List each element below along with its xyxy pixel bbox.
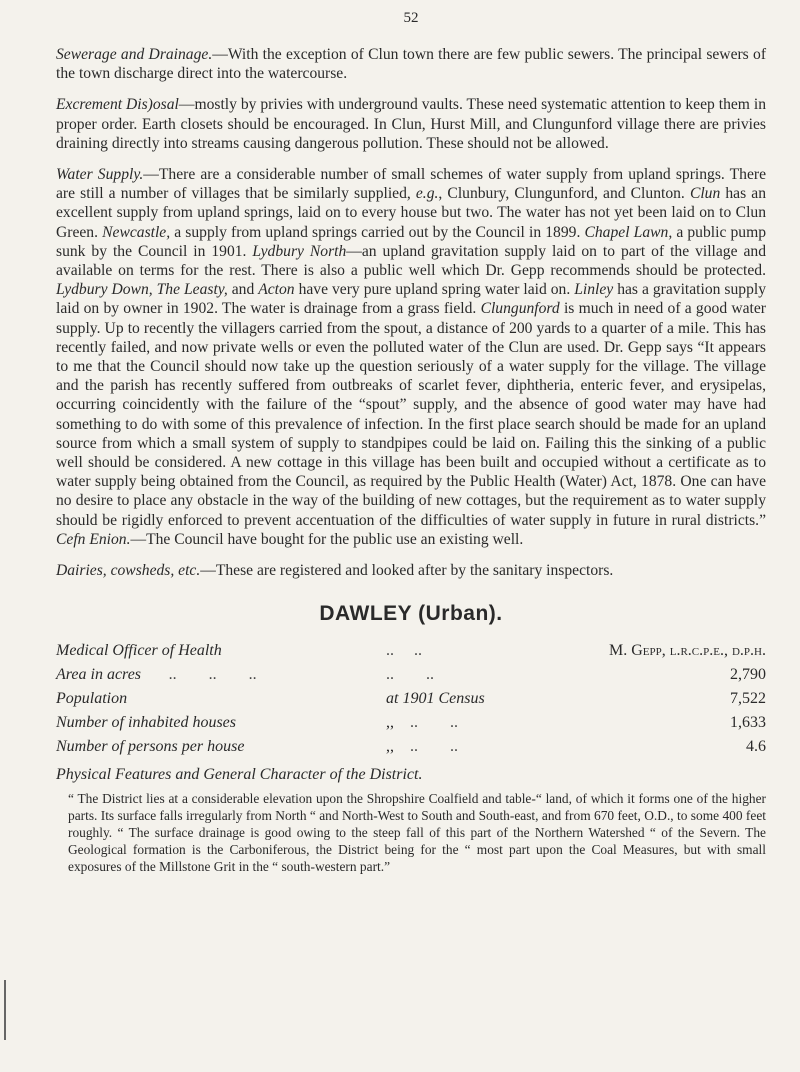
- page-edge-mark: [4, 980, 6, 1040]
- stats-row: [56, 662, 766, 686]
- place-clungunford: Clungunford: [480, 300, 560, 318]
- district-stats-table: [56, 638, 766, 758]
- water-text: have very pure upland spring water laid on.: [294, 281, 575, 299]
- stats-mid: [386, 686, 556, 710]
- place-chapel-lawn: Chapel Lawn,: [584, 223, 673, 241]
- water-text: —an upland gravitation supply laid on to part of the village and available on terms for the rest. There is also a public well which Dr. Gepp recommends should be protected.: [56, 242, 766, 280]
- page: [56, 10, 766, 875]
- water-text: a public pump sunk by the Council in 1901.: [56, 223, 767, 260]
- stats-label: Medical Officer of Health: [56, 642, 222, 660]
- features-quote: “ The District lies at a considerable elevation upon the Shropshire Coalfield and table-“ land, of which it forms one of the higher parts. Its surface falls irregularly from North “ and North-West to South and South-east, and from 670 feet, O.D., to some 400 feet roughly. “ The surface drainage is good owing to the steep fall of this part of the Northern Watershed “ of the Severn. The Geological formation is the Carboniferous, the District being for the “ most part upon the Coal Measures, but with small exposures of the Millstone Grit in the “ south-western part.”: [68, 791, 766, 875]
- water-supply-heading: Water Supply.: [56, 166, 144, 184]
- stats-row: [56, 710, 766, 734]
- sewerage-heading: Sewerage and Drainage.: [56, 46, 213, 63]
- stats-mid: .. ..: [386, 642, 422, 660]
- water-text: has a gravitation supply laid on by owner in 1902. The water is drainage from a grass field.: [56, 281, 766, 318]
- stats-label: Number of persons per house: [56, 738, 245, 756]
- stats-mid: .. ..: [386, 666, 434, 684]
- place-lydbury-down: Lydbury Down, The Leasty,: [56, 281, 228, 299]
- stats-row: [56, 734, 766, 758]
- stats-label: Number of inhabited houses: [56, 714, 236, 732]
- dairies-text: —These are registered and looked after by the sanitary inspectors.: [200, 562, 614, 580]
- water-text: is much in need of a good water supply. Up to recently the villagers carried from the spout, a distance of 200 yards to a quarter of a mile. This has recently failed, and now private wells or even the polluted water of the Clun are used. Dr. Gepp says “It appears to me that the Council should now take up the question seriously of a water supply for the village. The village and the parish has recently suffered from outbreaks of scarlet fever, diphtheria, enteric fever, and erysipelas, occurring coincidently with the failure of the “spout” supply, and the absence of good water may have had something to do with some of this prevalence of infection. In the first place search should be made for an upland source from which a small system of supply to standpipes could be laid on. Failing this the sinking of a public well should be considered. A new cottage in this village has been built and occupied without a certificate as to water supply being obtained from the Council, as required by the Public Health (Water) Act, 1878. One can have no desire to place any obstacle in the way of the building of new cottages, but the requirement as to water supply should be rigidly enforced to prevent accentuation of the difficulties of water supply in future in rural districts.”: [56, 300, 766, 529]
- stats-mid-text: ,,: [386, 714, 394, 732]
- water-text: and: [227, 281, 259, 299]
- stats-value: 7,522: [730, 690, 766, 708]
- place-linley: Linley: [574, 281, 614, 299]
- excrement-heading: Excrement Dis)osal: [56, 96, 179, 114]
- stats-mid: ,, .. ..: [386, 738, 458, 756]
- water-text: —The Council have bought for the public use an existing well.: [130, 530, 524, 548]
- stats-mid-text: at 1901 Census: [386, 690, 485, 708]
- stats-value: 2,790: [730, 666, 766, 684]
- water-text: , Clunbury, Clungunford, and Clunton.: [438, 185, 690, 203]
- dairies-heading: Dairies, cowsheds, etc.: [56, 562, 201, 580]
- stats-label: Area in acres .. .. ..: [56, 666, 258, 684]
- water-text: a supply from upland springs carried out by the Council in 1899.: [170, 223, 585, 241]
- paragraph-sewerage: [56, 45, 766, 83]
- stats-row: [56, 686, 766, 710]
- place-newcastle: Newcastle,: [102, 223, 171, 241]
- stats-row: [56, 638, 766, 662]
- stats-label: Population: [56, 690, 128, 708]
- place-cefn-enion: Cefn Enion.: [56, 530, 131, 548]
- paragraph-dairies: [56, 561, 766, 580]
- stats-mid: ,, .. ..: [386, 714, 458, 732]
- water-eg: e.g.: [415, 185, 439, 203]
- place-clun: Clun: [689, 185, 721, 203]
- place-lydbury-north: Lydbury North: [252, 242, 347, 260]
- stats-value: 4.6: [746, 738, 766, 756]
- district-heading: DAWLEY (Urban).: [319, 602, 503, 626]
- excrement-text: —mostly by privies with underground vaults. These need systematic attention to keep them in proper order. Earth closets should be encouraged. In Clun, Hurst Mill, and Clungunford village there are privies draining directly into streams causing dangerous pollution. These should not be allowed.: [56, 96, 766, 152]
- stats-label-text: Area in acres: [56, 666, 142, 684]
- sewerage-text: —With the exception of Clun town there are few public sewers. The principal sewers of the town discharge direct into the watercourse.: [56, 46, 767, 83]
- water-text: —There are a considerable number of small schemes of water supply from upland springs. There are still a number of villages that be similarly supplied,: [56, 166, 766, 203]
- features-heading: Physical Features and General Character of the District.: [56, 766, 423, 784]
- page-number: 52: [403, 10, 419, 26]
- stats-value: M. Gepp, l.r.c.p.e., d.p.h.: [609, 642, 766, 660]
- paragraph-excrement: [56, 95, 766, 153]
- stats-value: 1,633: [730, 714, 766, 732]
- water-text: has an excellent supply from upland springs, laid on to every house but two. The water has not yet been laid on to Clun Green.: [56, 185, 766, 241]
- place-acton: Acton: [258, 281, 295, 299]
- stats-mid-text: ,,: [386, 738, 394, 756]
- paragraph-water-supply: [56, 165, 766, 549]
